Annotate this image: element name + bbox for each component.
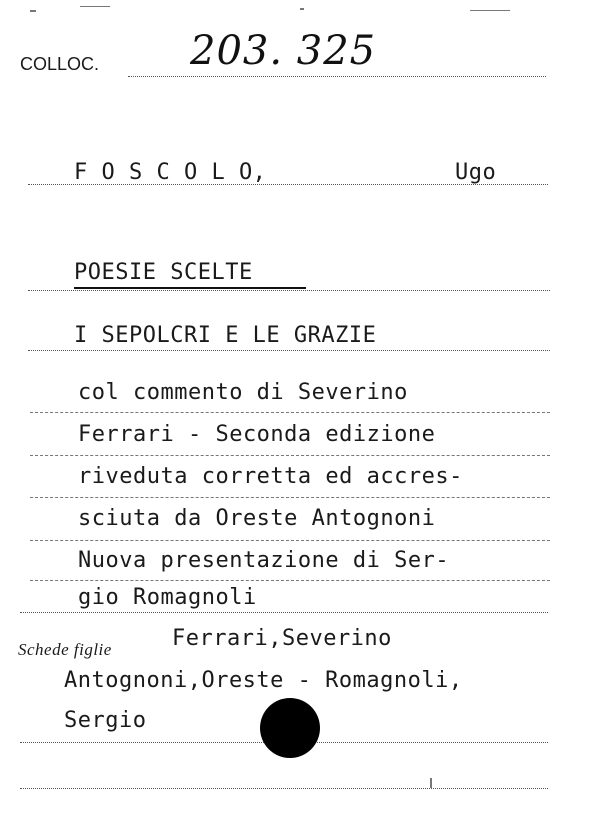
description-line-6: gio Romagnoli: [78, 585, 257, 610]
speck: [80, 6, 110, 7]
schede-line-2: Antognoni,Oreste - Romagnoli,: [64, 668, 463, 693]
description-rule-1: [30, 412, 550, 413]
colloc-number: 203. 325: [190, 28, 377, 74]
author-dotted-line: [28, 184, 548, 185]
speck: [430, 778, 432, 788]
author-surname: F O S C O L O,: [74, 160, 267, 185]
schede-label: Schede figlie: [18, 640, 112, 659]
schede-line-3: Sergio: [64, 708, 147, 733]
title-underline: [74, 287, 306, 289]
punch-hole: [260, 698, 320, 758]
description-rule-5: [30, 580, 550, 581]
description-rule-2: [30, 455, 550, 456]
title-line-1: POESIE SCELTE: [74, 260, 253, 285]
colloc-dotted-line: [128, 76, 546, 77]
description-rule-3: [30, 497, 550, 498]
schede-line-1: Ferrari,Severino: [172, 626, 392, 651]
description-line-3: riveduta corretta ed accres-: [78, 464, 463, 489]
author-name: Ugo: [455, 160, 497, 185]
title-line-2: I SEPOLCRI E LE GRAZIE: [74, 323, 377, 348]
description-rule-4: [30, 540, 550, 541]
description-line-2: Ferrari - Seconda edizione: [78, 422, 436, 447]
description-line-4: sciuta da Oreste Antognoni: [78, 506, 436, 531]
colloc-label: COLLOC.: [20, 54, 100, 74]
description-line-1: col commento di Severino: [78, 380, 408, 405]
speck: [470, 10, 510, 11]
speck: [30, 10, 36, 12]
title-dotted-line-2: [28, 350, 550, 351]
description-dotted-line: [20, 612, 548, 613]
speck: [300, 8, 304, 10]
title-dotted-line-1: [28, 290, 550, 291]
description-line-5: Nuova presentazione di Ser-: [78, 548, 450, 573]
bottom-dotted-line: [20, 788, 548, 789]
